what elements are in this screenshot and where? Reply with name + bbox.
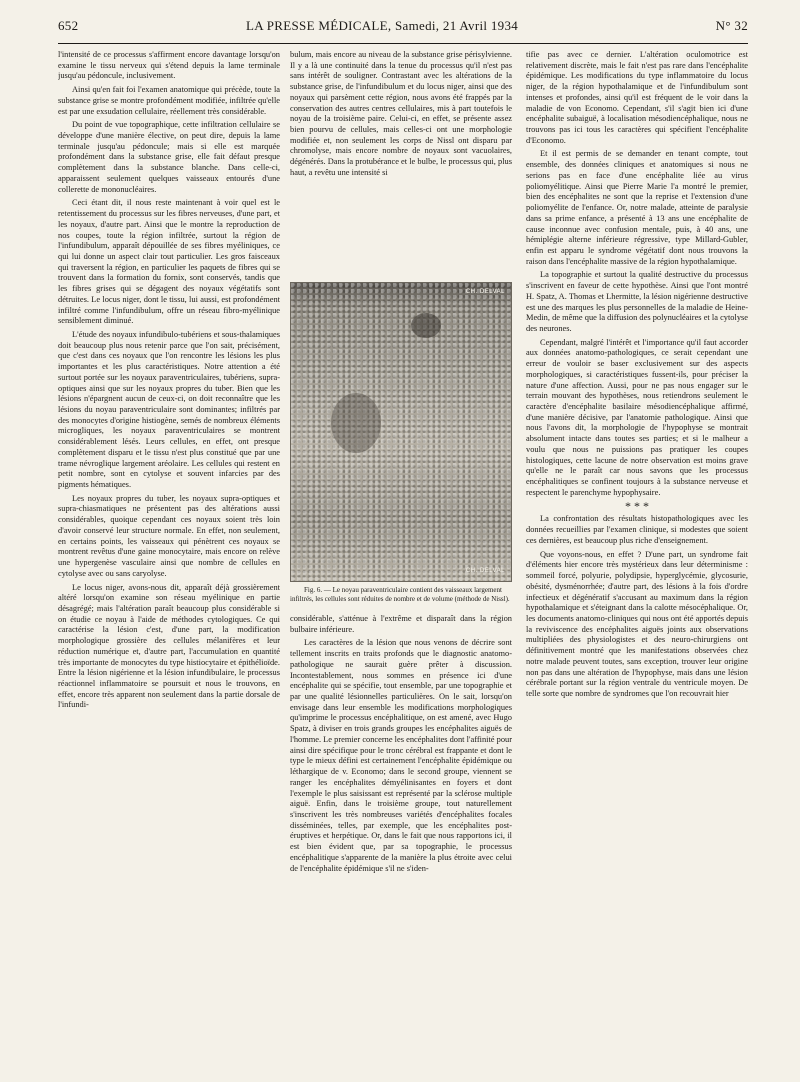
- page-header: [58, 14, 748, 44]
- paragraph: bulum, mais encore au niveau de la substance grise périsylvienne. Il y a là une continuité dans la tenue du processus qu'il n'est pas sans intérêt de souligner. Contrastant avec les altérations de la substance grise, de l'infundibulum et du locus niger, ainsi que des noyaux qui parsèment cette région, nous avons été frappés par la conservation des autres centres cellulaires, mis à part toutefois le noyau de la troisième paire. Celui-ci, en effet, se présente assez bien pourvu de cellules, mais celles-ci ont une morphologie modifiée et, non seulement les corps de Nissl ont disparu par chromolyse, mais encore nombre de noyaux sont vacuolaires, dégénérés. Dans la protubérance et le bulbe, le processus qui, plus haut, a revêtu une intensité si: [290, 50, 512, 177]
- paragraph: L'étude des noyaux infundibulo-tubériens et sous-thalamiques doit beaucoup plus nous retenir parce que l'on sait, précisément, que c'est dans ces noyaux que l'on rencontre les lésions les plus importantes et les plus caractéristiques. Notre attention a été surtout portée sur les noyaux paraventriculaires, tubériens, supra-optiques ainsi que sur les noyaux propres du tuber. Bien que les lésions n'épargnent aucun de ceux-ci, on doit reconnaître que les lésions du noyau paraventriculaire sont dominantes; infiltrés par des monocytes d'origine histiogène, semés de nombreux éléments microgliques, les noyaux paraventriculaires se montrent considérablement lésés. Leurs cellules, en effet, ont presque complètement disparu et le tissu n'est plus constitué que par une trame névroglique largement aréolaire. Les cellules qui restent en petit nombre, sont en cytolyse et souvent infarcies par des pigments hématiques.: [58, 329, 280, 490]
- figure-caption: Fig. 6. — Le noyau paraventriculaire contient des vaisseaux largement infiltrés, les cellules sont réduites de nombre et de volume (méthode de Nissl).: [290, 586, 510, 603]
- paragraph: l'intensité de ce processus s'affirment encore davantage lorsqu'on examine le tissu nerveux qui s'étend depuis la lame terminale jusqu'au pédoncule, inclusivement.: [58, 50, 280, 81]
- figure-credit-top: CH. DELVAL: [465, 289, 505, 295]
- paragraph: Et il est permis de se demander en tenant compte, tout ensemble, des données cliniques et anatomiques si nous ne serions pas en face d'une encéphalite liée au virus poliomyélitique. Ainsi que Pierre Marie l'a montré le premier, bien des encéphalites ne sont que la reprise et l'extension d'une poliomyélite de l'enfance. Or, notre malade, atteinte de paralysie dans sa prime enfance, a présenté à 13 ans une encéphalite de cause inconnue avec confusion mentale, puis, à 40 ans, une hémiplégie alterne inférieure régressive, type Millard-Gubler, enfin est apparu le syndrome végétatif dont nous trouvons la raison dans l'encéphalite massive de la région hypothalamique.: [526, 149, 748, 266]
- issue-number: N° 32: [715, 18, 748, 33]
- paragraph: La topographie et surtout la qualité destructive du processus s'inscrivent en faveur de cette hypothèse. Ainsi que l'ont montré H. Spatz, A. Thomas et Lhermitte, la lésion nigérienne destructive est une des marques les plus personnelles de la maladie de Heine-Medin, de même que la diffusion des polynucléaires et la cytolyse des neurones.: [526, 270, 748, 333]
- figure-texture: [411, 313, 441, 338]
- column-right: [526, 50, 748, 1070]
- column-left: [58, 50, 280, 1070]
- paragraph: La confrontation des résultats histopathologiques avec les données recueillies par l'examen clinique, si modestes que soient ces dernières, est beaucoup plus riche d'enseignement.: [526, 514, 748, 545]
- paragraph: Que voyons-nous, en effet ? D'une part, un syndrome fait d'éléments hier encore très mystérieux dans leur déterminisme : sommeil forcé, polyurie, polydipsie, hyperglycémie, glycosurie, obésité, dysménorrhée; d'autre part, des lésions à la fois d'ordre infectieux et dégénératif s'accusant au maximum dans la région hypothalamique et s'éteignant dans la calotte mésocéphalique. Or, les documents anatomo-cliniques qui nous ont été apportés depuis la reviviscence des encéphalites aiguës joints aux observations multipliées des physiologistes et des neuro-chirurgiens ont définitivement montré que les manifestations observées chez notre malade peuvent toutes, sans exception, trouver leur origine non pas dans une altération de l'hypophyse, mais dans une lésion cérébrale portant sur la région ventrale du ventricule moyen. De telle sorte que nombre de syndromes que l'on recouvrait hier: [526, 549, 748, 698]
- column-middle-bottom: [290, 614, 512, 874]
- column-middle: [290, 50, 512, 1070]
- column-middle-top: [290, 50, 512, 272]
- paragraph: Ainsi qu'en fait foi l'examen anatomique qui précède, toute la substance grise se montre profondément modifiée, infiltrée qu'elle est par une exsudation cellulaire, réellement très considérable.: [58, 85, 280, 116]
- section-break: * * *: [625, 499, 649, 514]
- page-number: 652: [58, 18, 79, 33]
- paragraph: Les noyaux propres du tuber, les noyaux supra-optiques et supra-chiasmatiques ne présentent pas des altérations aussi considérables, quoique cependant ces noyaux soient très loin d'avoir conservé leur structure normale. En effet, non seulement, en certains points, les vaisseaux qui pénètrent ces noyaux se montrent revêtus d'une gaine monocytaire, mais encore on relève une hypergenèse vasculaire ainsi que nombre de cellules en cytolyse avec ou sans caryolyse.: [58, 493, 280, 578]
- paragraph: tifie pas avec ce dernier. L'altération oculomotrice est relativement discrète, mais le fait n'est pas rare dans l'encéphalite épidémique. Les modifications du type inflammatoire du locus niger, de la région hypothalamique et de l'infundibulum sont intenses et profondes, ainsi qu'il est fréquent de le voir dans la maladie de von Economo. Cependant, s'il s'agit bien ici d'une encéphalite subaiguë, à localisation mésodiencéphalique, nous ne trouvons pas ici tous les caractères qui spécifient l'encéphalite d'Economo.: [526, 50, 748, 145]
- paragraph: Les caractères de la lésion que nous venons de décrire sont tellement inscrits en traits profonds que le diagnostic anatomo-pathologique ne saurait guère prêter à discussion. Incontestablement, nous sommes en présence ici d'une encéphalite qui se spécifie, tout ensemble, par une topographie et par une qualité lésionnelles particulières. On le sait, lorsqu'on envisage dans leur ensemble les modifications morphologiques qu'imprime le processus encéphalitique, on est amené, avec Hugo Spatz, à diviser en trois grands groupes les encéphalites aiguës de l'homme. Le premier concerne les encéphalites dont l'affinité pour ainsi dire spécifique pour le tronc cérébral est frappante et dont le type le mieux défini est certainement l'encéphalite épidémique ou léthargique de v. Economo; dans le second groupe, viennent se ranger les encéphalites démyélinisantes en foyers et dont l'exemple le plus saisissant est représenté par la sclérose multiple aiguë. Enfin, dans le troisième groupe, tout naturellement s'inscrivent les très nombreuses variétés d'encéphalites focales disséminées, telles, par exemple, que les encéphalites post-éruptives et herpétique. Or, dans le fait que nous rapportons ici, il est bien évident que, par sa topographie, le processus encéphalitique s'apparente de la manière la plus étroite avec celui de l'encéphalite épidémique s'il ne s'iden-: [290, 638, 512, 873]
- paragraph: Ceci étant dit, il nous reste maintenant à voir quel est le retentissement du processus sur les fibres nerveuses, d'une part, et les noyaux, d'autre part. Ainsi que le montre la reproduction de nos coupes, toute la région infiltrée, surtout la région de l'infundibulum, apparaît dépouillée de ses fibres myéliniques, ce qui lui donne un aspect clair tout particulier. Les gros faisceaux qui traversent la région, en particulier les paquets de fibres qui se trouvent dans la formation du fornix, sont conservés, tandis que les fibres grises qui se dégagent des noyaux végétatifs sont détruites. Le locus niger, dont le tissu, lui aussi, est profondément infiltré comme l'infundibulum, offre un réseau fibro-myélinique sensiblement diminué.: [58, 198, 280, 326]
- paragraph: Le locus niger, avons-nous dit, apparaît déjà grossièrement altéré lorsqu'on examine son réseau myélinique en partie désagrégé; mais l'altération paraît beaucoup plus considérable si on étudie ce noyau à l'aide de méthodes cytologiques. Ce qui caractérise la lésion c'est, d'une part, la modification morphologique grossière des cellules mélanifères et leur réduction numérique et, d'autre part, l'accumulation en quantité très importante de monocytes du type histiocytaire et épithélioïde. Entre la lésion nigérienne et la lésion infundibulaire, le processus réactionnel inflammatoire se poursuit et nous le trouvons, en effet, encore très apparent non seulement dans la partie dorsale de l'infundi-: [58, 582, 280, 710]
- figure-credit-bottom: CH. DELVAL: [465, 568, 505, 575]
- figure-texture: [331, 393, 381, 453]
- paragraph: considérable, s'atténue à l'extrême et disparaît dans la région bulbaire inférieure.: [290, 614, 512, 634]
- micrograph-figure: [290, 282, 512, 582]
- paragraph: Du point de vue topographique, cette infiltration cellulaire se développe d'une manière élective, on peut dire, depuis la lame terminale jusqu'au pédoncule; mais si elle est marquée profondément dans la substance grise, elle fait défaut presque complètement dans la substance blanche. Dans celle-ci, apparaissent seulement quelques vaisseaux entourés d'une collerette de mononucléaires.: [58, 120, 280, 194]
- journal-title: LA PRESSE MÉDICALE, Samedi, 21 Avril 1934: [246, 18, 519, 33]
- paragraph: Cependant, malgré l'intérêt et l'importance qu'il faut accorder aux données anatomo-pathologiques, ce serait cependant une erreur de vouloir se baser exclusivement sur des aspects morphologiques, si caractéristiques fussent-ils, pour préciser la nature d'une affection. Aussi, pour ne pas nous engager sur le terrain mouvant des hypothèses, nous retiendrons seulement le caractère d'encéphalite basilaire mésodiencéphalique affirmé, d'une manière décisive, par l'anatomie pathologique. Ainsi que nous l'avons dit, la morphologie de l'hypophyse se montrait absolument intacte dans toutes ses parties; et si le malheur a voulu que nous ne puissions pas pratiquer les coupes histologiques, cette lacune de notre observation est moins grave qu'elle ne le paraît car nous savons que les processus encéphalitiques se confinent toujours à la substance nerveuse et respectent le parenchyme hypophysaire.: [526, 337, 748, 497]
